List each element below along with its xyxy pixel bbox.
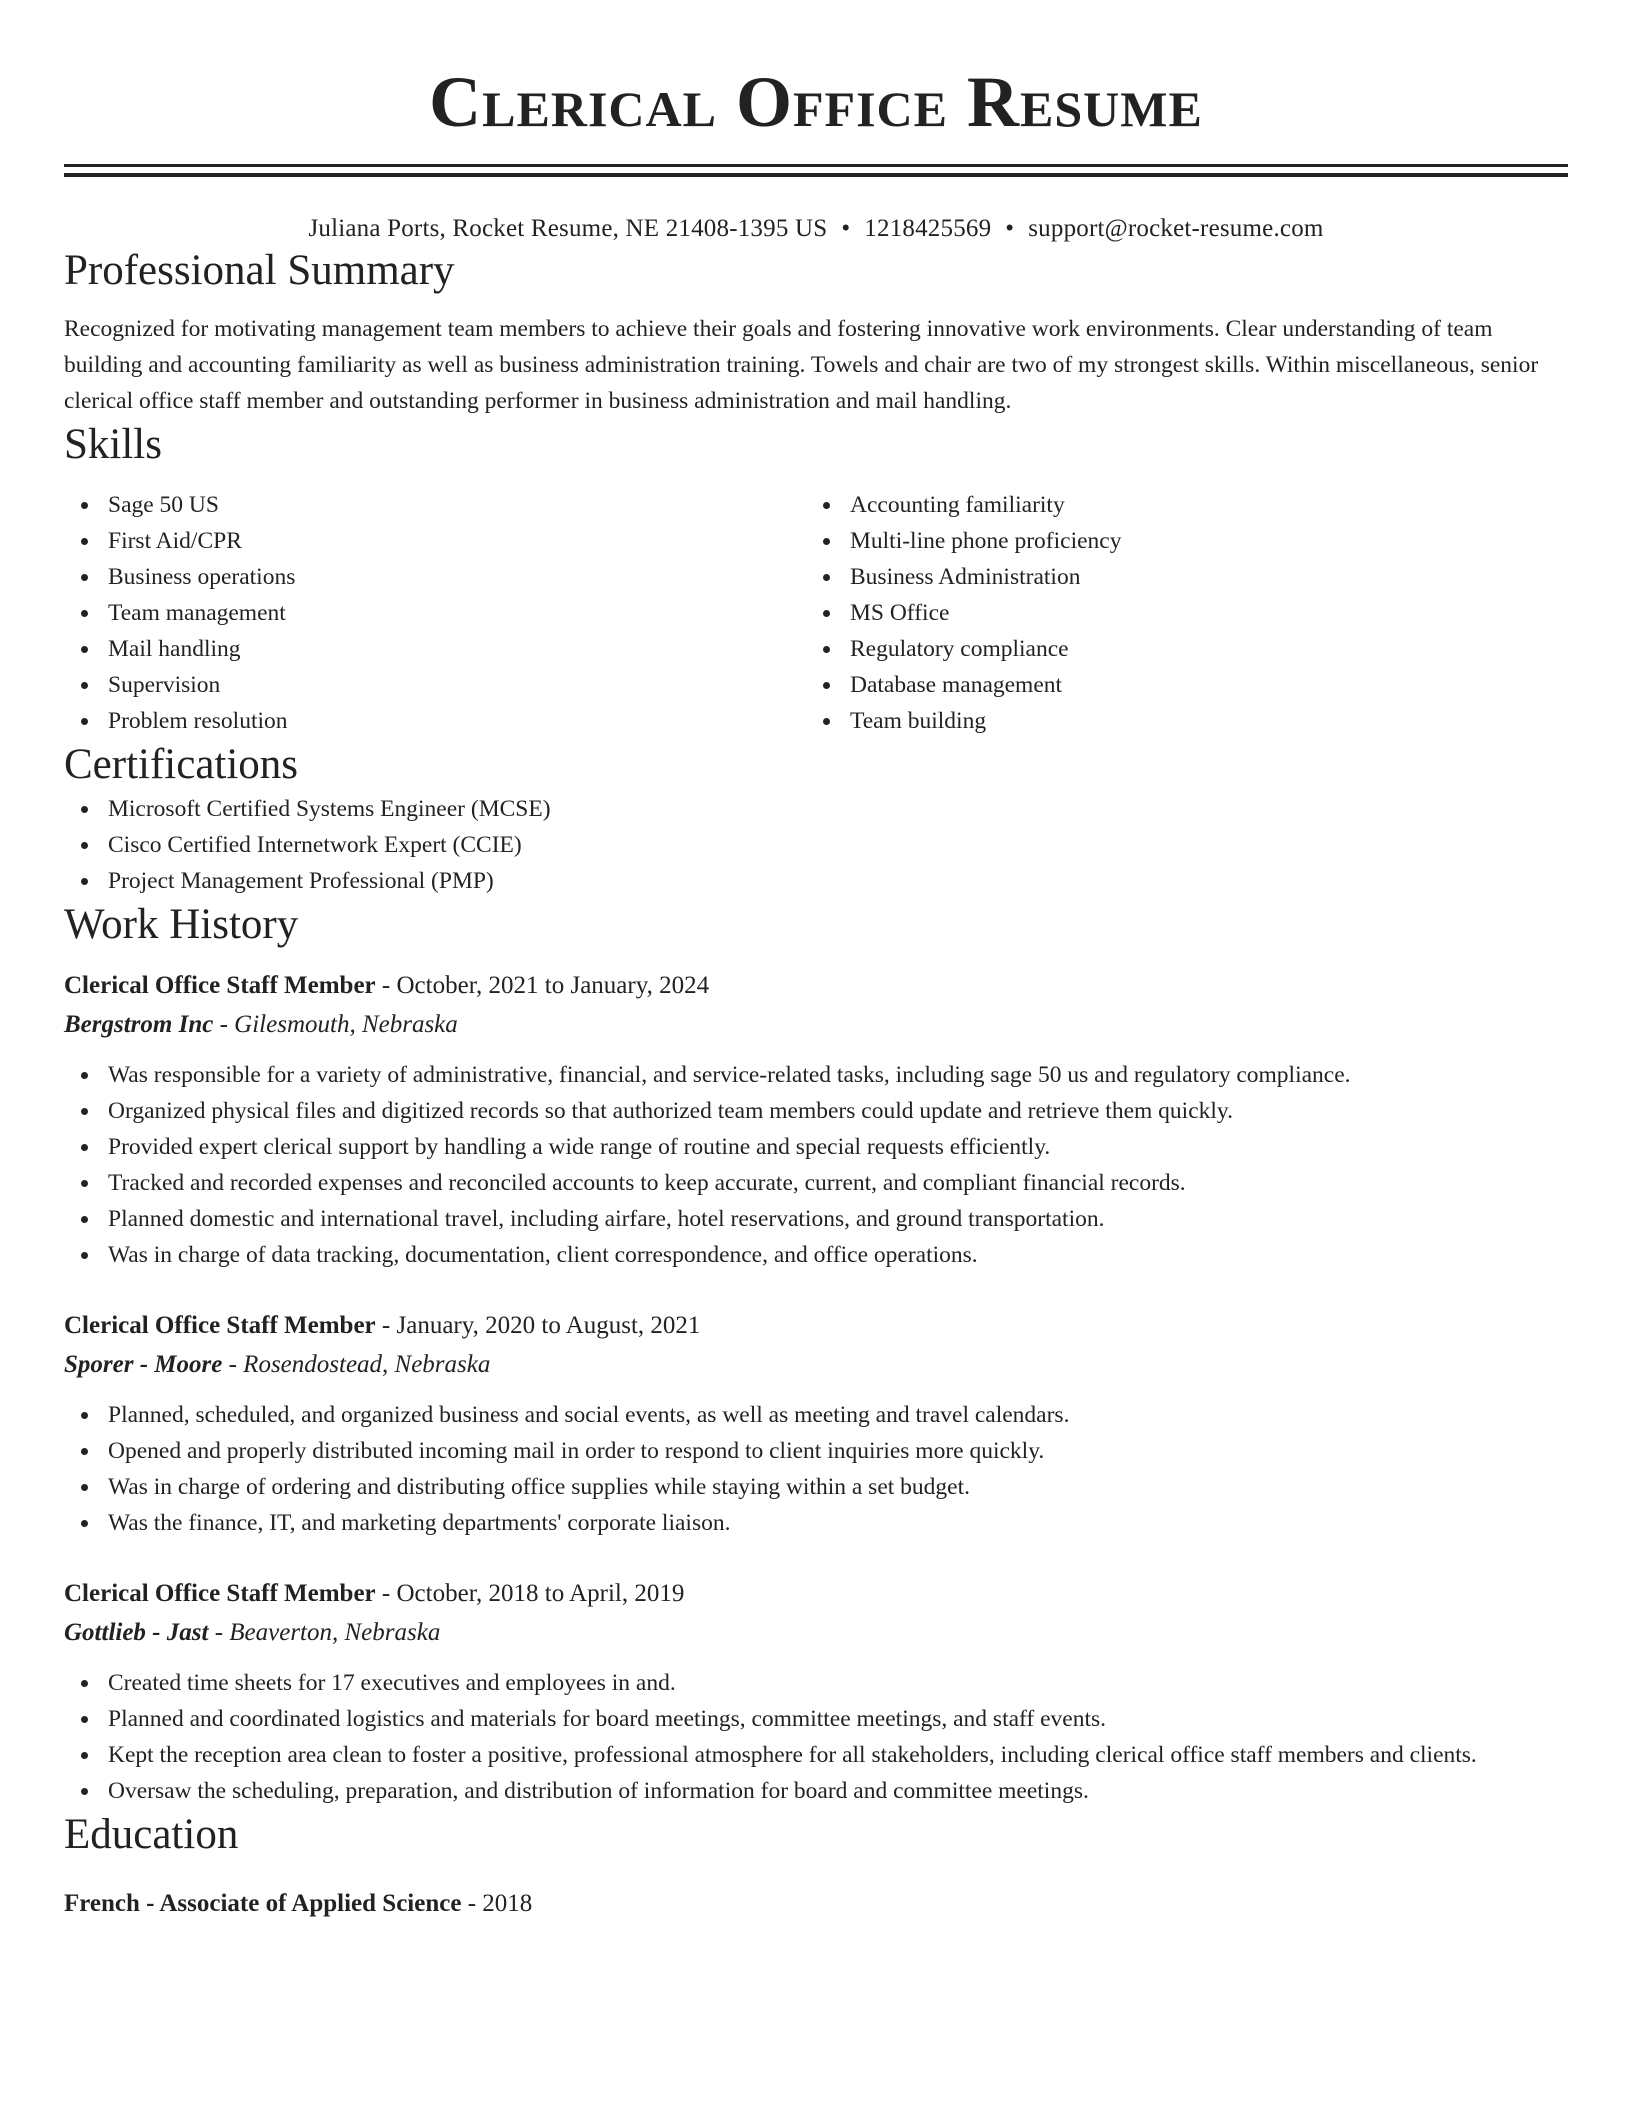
skill-item: Regulatory compliance bbox=[806, 631, 1548, 667]
job-dash: - bbox=[213, 1011, 235, 1038]
skill-item: Database management bbox=[806, 667, 1548, 703]
work-history-heading: Work History bbox=[64, 901, 299, 948]
job-duty: Opened and properly distributed incoming mail in order to respond to client inquiries more quickly. bbox=[64, 1433, 1568, 1469]
contact-email: support@rocket-resume.com bbox=[1028, 215, 1324, 242]
job-duty: Planned and coordinated logistics and materials for board meetings, committee meetings, and staff events. bbox=[64, 1701, 1568, 1737]
skills-list-left bbox=[64, 487, 806, 739]
contact-address: Juliana Ports, Rocket Resume, NE 21408-1395 US bbox=[308, 215, 828, 242]
job-duty: Created time sheets for 17 executives and employees in and. bbox=[64, 1665, 1568, 1701]
education-year: 2018 bbox=[482, 1890, 533, 1917]
job-duty: Organized physical files and digitized records so that authorized team members could update and retrieve them quickly. bbox=[64, 1093, 1568, 1129]
job-company: Sporer - Moore bbox=[64, 1351, 223, 1378]
job-dash: - bbox=[375, 1580, 397, 1607]
job-duty: Was in charge of ordering and distributing office supplies while staying within a set budget. bbox=[64, 1469, 1568, 1505]
certification-item: Microsoft Certified Systems Engineer (MCSE) bbox=[64, 791, 1568, 827]
job-location: Rosendostead, Nebraska bbox=[243, 1351, 491, 1378]
skill-item: MS Office bbox=[806, 595, 1548, 631]
job-company-line bbox=[64, 1345, 1568, 1385]
job-role: Clerical Office Staff Member bbox=[64, 1312, 376, 1339]
title-rule-top bbox=[64, 164, 1568, 167]
skills-grid bbox=[64, 487, 1568, 739]
job-title-line bbox=[64, 1575, 1568, 1613]
job-dash: - bbox=[375, 1312, 397, 1339]
job-duties-list bbox=[64, 1397, 1568, 1541]
job-dash: - bbox=[375, 972, 397, 999]
education-entry bbox=[64, 1885, 1568, 1923]
job-entry bbox=[64, 967, 1568, 1273]
job-dates: January, 2020 to August, 2021 bbox=[396, 1312, 701, 1339]
job-duty: Was responsible for a variety of administrative, financial, and service-related tasks, including sage 50 us and regulatory compliance. bbox=[64, 1057, 1568, 1093]
resume-title: Clerical Office Resume bbox=[429, 62, 1203, 142]
contact-line bbox=[64, 213, 1568, 245]
skills-list-right bbox=[806, 487, 1548, 739]
job-role: Clerical Office Staff Member bbox=[64, 1580, 376, 1607]
skill-item: Mail handling bbox=[64, 631, 806, 667]
education-degree: French - Associate of Applied Science bbox=[64, 1890, 462, 1917]
job-duties-list bbox=[64, 1057, 1568, 1273]
education-dash: - bbox=[461, 1890, 483, 1917]
skill-item: Team building bbox=[806, 703, 1548, 739]
job-location: Gilesmouth, Nebraska bbox=[234, 1011, 458, 1038]
education-heading: Education bbox=[64, 1811, 239, 1858]
job-dash: - bbox=[222, 1351, 244, 1378]
job-duties-list bbox=[64, 1665, 1568, 1809]
job-duty: Planned domestic and international travel, including airfare, hotel reservations, and ground transportation. bbox=[64, 1201, 1568, 1237]
summary-heading: Professional Summary bbox=[64, 247, 455, 294]
skill-item: Multi-line phone proficiency bbox=[806, 523, 1548, 559]
job-entry bbox=[64, 1575, 1568, 1809]
certification-item: Cisco Certified Internetwork Expert (CCIE) bbox=[64, 827, 1568, 863]
skill-item: Sage 50 US bbox=[64, 487, 806, 523]
skill-item: Supervision bbox=[64, 667, 806, 703]
contact-separator: • bbox=[841, 215, 851, 242]
job-company: Bergstrom Inc bbox=[64, 1011, 214, 1038]
skill-item: Business operations bbox=[64, 559, 806, 595]
job-duty: Was the finance, IT, and marketing departments' corporate liaison. bbox=[64, 1505, 1568, 1541]
job-company-line bbox=[64, 1613, 1568, 1653]
skills-heading: Skills bbox=[64, 421, 162, 468]
skill-item: Team management bbox=[64, 595, 806, 631]
job-role: Clerical Office Staff Member bbox=[64, 972, 376, 999]
job-duty: Provided expert clerical support by handling a wide range of routine and special requests efficiently. bbox=[64, 1129, 1568, 1165]
title-rule-bottom bbox=[64, 173, 1568, 177]
summary-text: Recognized for motivating management team members to achieve their goals and fostering innovative work environments. Clear understanding of team building and accounting familiarity as well as business administration training. Towels and chair are two of my strongest skills. Within miscellaneous, senior clerical office staff member and outstanding performer in business administration and mail handling. bbox=[64, 316, 1539, 414]
contact-phone: 1218425569 bbox=[864, 215, 992, 242]
contact-separator: • bbox=[1005, 215, 1015, 242]
job-entry bbox=[64, 1307, 1568, 1541]
skill-item: Problem resolution bbox=[64, 703, 806, 739]
job-duty: Oversaw the scheduling, preparation, and distribution of information for board and committee meetings. bbox=[64, 1773, 1568, 1809]
job-duty: Kept the reception area clean to foster a positive, professional atmosphere for all stakeholders, including clerical office staff members and clients. bbox=[64, 1737, 1568, 1773]
job-duty: Was in charge of data tracking, documentation, client correspondence, and office operations. bbox=[64, 1237, 1568, 1273]
job-dash: - bbox=[208, 1619, 230, 1646]
job-dates: October, 2018 to April, 2019 bbox=[396, 1580, 685, 1607]
job-title-line bbox=[64, 1307, 1568, 1345]
certification-item: Project Management Professional (PMP) bbox=[64, 863, 1568, 899]
job-duty: Tracked and recorded expenses and reconciled accounts to keep accurate, current, and compliant financial records. bbox=[64, 1165, 1568, 1201]
certifications-list bbox=[64, 791, 1568, 899]
job-location: Beaverton, Nebraska bbox=[229, 1619, 441, 1646]
skills-column-right bbox=[806, 487, 1548, 739]
job-title-line bbox=[64, 967, 1568, 1005]
skill-item: Business Administration bbox=[806, 559, 1548, 595]
skills-column-left bbox=[64, 487, 806, 739]
job-dates: October, 2021 to January, 2024 bbox=[396, 972, 710, 999]
job-company: Gottlieb - Jast bbox=[64, 1619, 209, 1646]
job-company-line bbox=[64, 1005, 1568, 1045]
job-duty: Planned, scheduled, and organized business and social events, as well as meeting and travel calendars. bbox=[64, 1397, 1568, 1433]
skill-item: First Aid/CPR bbox=[64, 523, 806, 559]
skill-item: Accounting familiarity bbox=[806, 487, 1548, 523]
certifications-heading: Certifications bbox=[64, 741, 299, 788]
